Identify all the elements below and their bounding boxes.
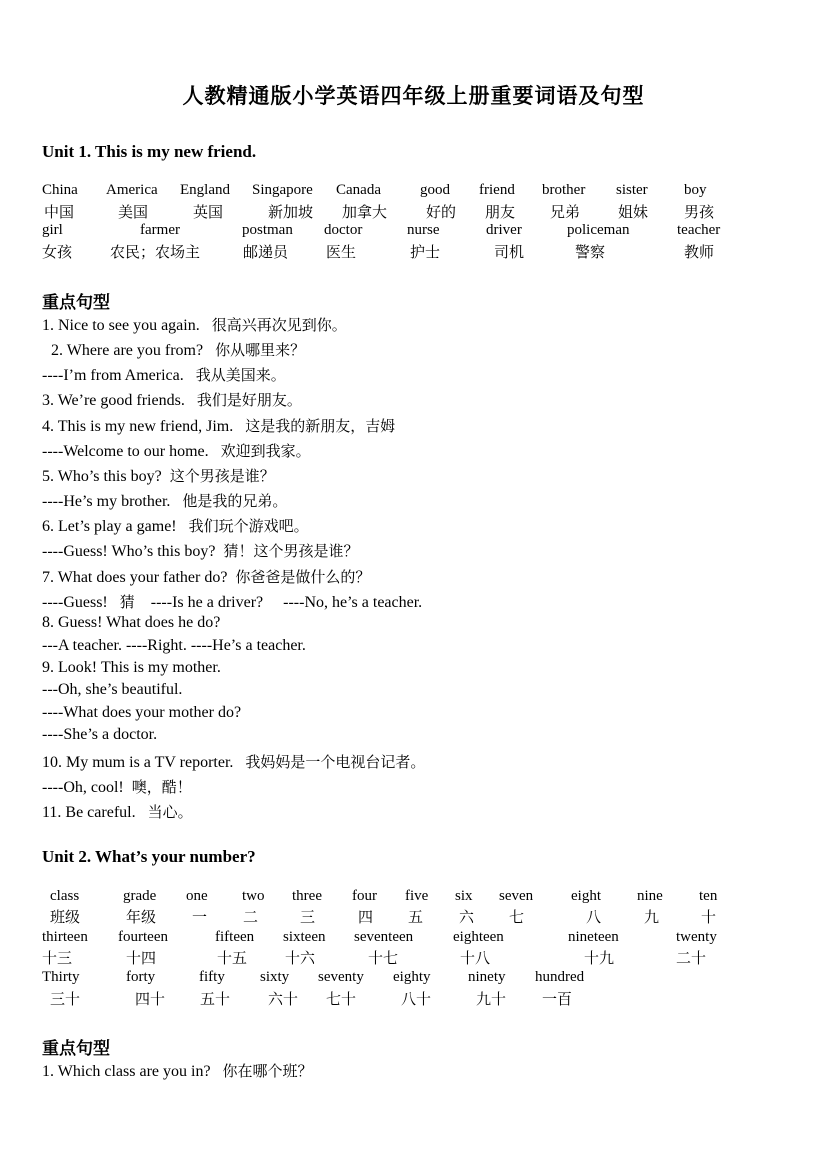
sentence-line [42, 465, 275, 486]
vocab-word: America [106, 182, 158, 198]
vocab-word: Thirty [42, 969, 80, 985]
vocab-word: nurse [407, 222, 440, 238]
vocab-word: teacher [677, 222, 721, 238]
vocab-word: fifteen [215, 929, 255, 945]
vocab-meaning: 十 [701, 908, 717, 926]
vocab-word: six [455, 888, 473, 904]
vocab-meaning: 好的 [426, 203, 457, 221]
sentence-line [42, 659, 221, 677]
sentence-zh: 他是我的兄弟。 [182, 492, 288, 510]
vocab-meaning: 五十 [200, 990, 231, 1008]
vocab-meaning: 十九 [584, 949, 615, 967]
sentence-en: ----I’m from America. [42, 367, 184, 384]
vocab-word: seventeen [354, 929, 414, 945]
vocab-meaning: 年级 [126, 908, 157, 926]
vocab-meaning: 八十 [401, 990, 432, 1008]
sentence-en: ----He’s my brother. [42, 493, 171, 510]
vocab-meaning: 三 [300, 908, 316, 926]
sentence-line [42, 637, 306, 655]
vocab-word: fourteen [118, 929, 168, 945]
vocab-word: four [352, 888, 377, 904]
vocab-word: sixty [260, 969, 290, 985]
vocab-word: farmer [140, 222, 180, 238]
vocab-word: twenty [676, 929, 717, 945]
sentence-line [42, 314, 347, 335]
vocab-word: class [50, 888, 80, 904]
vocab-word: nineteen [568, 929, 619, 945]
section-heading: 重点句型 [42, 1039, 110, 1059]
sentence-line [42, 490, 287, 511]
sentence-en: 10. My mum is a TV reporter. [42, 754, 234, 771]
sentence-line [42, 364, 286, 385]
section-heading: 重点句型 [42, 293, 110, 313]
vocab-meaning: 邮递员 [243, 243, 289, 261]
vocab-meaning: 四十 [135, 990, 166, 1008]
vocab-word: brother [542, 182, 586, 198]
sentence-line [42, 776, 192, 797]
vocab-word: seventy [318, 969, 364, 985]
vocab-meaning: 警察 [575, 243, 606, 261]
vocab-word: driver [486, 222, 522, 238]
vocab-meaning: 七十 [326, 990, 357, 1008]
vocab-meaning: 五 [408, 908, 424, 926]
vocab-word: two [242, 888, 265, 904]
sentence-line [42, 566, 370, 587]
vocab-meaning: 中国 [44, 203, 75, 221]
sentence-line [42, 801, 193, 822]
vocab-word: doctor [324, 222, 363, 238]
document-title: 人教精通版小学英语四年级上册重要词语及句型 [182, 84, 645, 108]
sentence-line [42, 614, 220, 632]
sentence-line [42, 681, 182, 699]
sentence-zh: 这个男孩是谁？ [169, 467, 275, 485]
vocab-meaning: 七 [509, 908, 525, 926]
vocab-word: Canada [336, 182, 381, 198]
vocab-meaning: 十八 [460, 949, 491, 967]
sentence-en: ----What does your mother do? [42, 704, 242, 721]
sentence-en: ----No, he’s a teacher. [283, 594, 423, 611]
vocab-word: hundred [535, 969, 585, 985]
sentence-en: 3. We’re good friends. [42, 392, 185, 409]
unit1-heading: Unit 1. This is my new friend. [42, 142, 257, 161]
sentence-line [42, 389, 302, 410]
vocab-word: five [405, 888, 429, 904]
sentence-zh: 你从哪里来？ [215, 341, 306, 359]
sentence-line [42, 751, 425, 772]
sentence-zh: 我们玩个游戏吧。 [188, 517, 309, 535]
vocab-word: postman [242, 222, 293, 238]
sentence-en: 1. Which class are you in? [42, 1063, 211, 1080]
vocab-meaning: 八 [586, 908, 602, 926]
vocab-word: fifty [199, 969, 225, 985]
vocab-meaning: 九十 [476, 990, 507, 1008]
vocab-meaning: 医生 [326, 243, 357, 261]
sentence-en: 6. Let’s play a game! [42, 518, 177, 535]
vocab-meaning: 农民；农场主 [110, 243, 201, 261]
sentence-en: 2. Where are you from? [51, 342, 204, 359]
sentence-en: 5. Who’s this boy? [42, 468, 162, 485]
vocab-word: England [180, 182, 230, 198]
sentence-en: 8. Guess! What does he do? [42, 614, 221, 631]
vocab-word: forty [126, 969, 156, 985]
sentence-en: 9. Look! This is my mother. [42, 659, 221, 676]
sentence-zh: 我们是好朋友。 [196, 391, 302, 409]
sentence-en: ---Oh, she’s beautiful. [42, 681, 183, 698]
vocab-word: policeman [567, 222, 630, 238]
sentence-en: 1. Nice to see you again. [42, 317, 200, 334]
vocab-meaning: 一 [192, 908, 208, 926]
vocab-meaning: 二十 [676, 949, 707, 967]
vocab-word: eight [571, 888, 601, 904]
sentence-en: ----Is he a driver? [150, 594, 264, 611]
vocab-meaning: 六十 [268, 990, 299, 1008]
vocab-word: eighteen [453, 929, 504, 945]
vocab-meaning: 十三 [42, 949, 73, 967]
vocab-word: ninety [468, 969, 506, 985]
sentence-line [42, 440, 311, 461]
vocab-word: sister [616, 182, 648, 198]
vocab-meaning: 二 [243, 908, 259, 926]
vocab-word: nine [637, 888, 663, 904]
sentence-zh: 这是我的新朋友，吉姆 [245, 417, 396, 435]
sentence-en: 7. What does your father do? [42, 569, 228, 586]
sentence-en: ----Guess! Who’s this boy? [42, 543, 216, 560]
vocab-meaning: 十六 [285, 949, 316, 967]
vocab-meaning: 朋友 [485, 203, 516, 221]
sentence-zh: 我妈妈是一个电视台记者。 [245, 753, 426, 771]
vocab-word: Singapore [252, 182, 313, 198]
sentence-zh: 你爸爸是做什么的？ [235, 568, 371, 586]
sentence-zh: 你在哪个班？ [222, 1062, 313, 1080]
sentence-line [42, 1060, 313, 1081]
vocab-meaning: 班级 [50, 908, 81, 926]
vocab-meaning: 一百 [542, 990, 573, 1008]
vocab-meaning: 新加坡 [268, 203, 314, 221]
vocab-word: sixteen [283, 929, 326, 945]
sentence-zh: 猜 [119, 593, 135, 611]
vocab-word: three [292, 888, 322, 904]
vocab-word: grade [123, 888, 157, 904]
vocab-word: thirteen [42, 929, 88, 945]
sentence-en: ----Guess! [42, 594, 108, 611]
vocab-meaning: 六 [459, 908, 475, 926]
vocab-meaning: 三十 [50, 990, 81, 1008]
vocab-word: seven [499, 888, 534, 904]
vocab-word: China [42, 182, 78, 198]
vocab-word: ten [699, 888, 718, 904]
sentence-line [42, 726, 157, 744]
vocab-meaning: 女孩 [42, 243, 73, 261]
sentence-en: 11. Be careful. [42, 804, 136, 821]
vocab-meaning: 司机 [494, 243, 525, 261]
sentence-zh: 欢迎到我家。 [220, 442, 311, 460]
sentence-line [42, 704, 241, 722]
unit2-heading: Unit 2. What’s your number? [42, 847, 256, 866]
sentence-zh: 噢，酷！ [131, 778, 192, 796]
vocab-meaning: 护士 [410, 243, 441, 261]
sentence-line [51, 339, 305, 360]
vocab-meaning: 十五 [217, 949, 248, 967]
sentence-line [42, 591, 422, 612]
sentence-line [42, 515, 309, 536]
vocab-word: one [186, 888, 208, 904]
vocab-meaning: 四 [358, 908, 374, 926]
sentence-zh: 当心。 [147, 803, 193, 821]
sentence-line [42, 540, 358, 561]
sentence-en: ---A teacher. ----Right. ----He’s a teacher. [42, 637, 306, 654]
vocab-word: eighty [393, 969, 431, 985]
vocab-meaning: 美国 [118, 203, 149, 221]
vocab-meaning: 十四 [126, 949, 157, 967]
sentence-zh: 我从美国来。 [195, 366, 286, 384]
vocab-word: girl [42, 222, 63, 238]
vocab-word: boy [684, 182, 707, 198]
vocab-word: good [420, 182, 450, 198]
sentence-en: ----Oh, cool! [42, 779, 124, 796]
sentence-line [42, 415, 395, 436]
vocab-meaning: 加拿大 [342, 203, 388, 221]
sentence-zh: 猜！这个男孩是谁？ [223, 542, 359, 560]
sentence-zh: 很高兴再次见到你。 [211, 316, 347, 334]
vocab-meaning: 九 [644, 908, 660, 926]
vocab-meaning: 教师 [684, 243, 715, 261]
vocab-meaning: 兄弟 [550, 203, 581, 221]
vocab-meaning: 男孩 [684, 203, 715, 221]
vocab-meaning: 十七 [368, 949, 399, 967]
sentence-en: ----Welcome to our home. [42, 443, 209, 460]
vocab-meaning: 姐妹 [618, 203, 649, 221]
vocab-meaning: 英国 [193, 203, 224, 221]
sentence-en: 4. This is my new friend, Jim. [42, 418, 234, 435]
vocab-word: friend [479, 182, 515, 198]
sentence-en: ----She’s a doctor. [42, 726, 158, 743]
